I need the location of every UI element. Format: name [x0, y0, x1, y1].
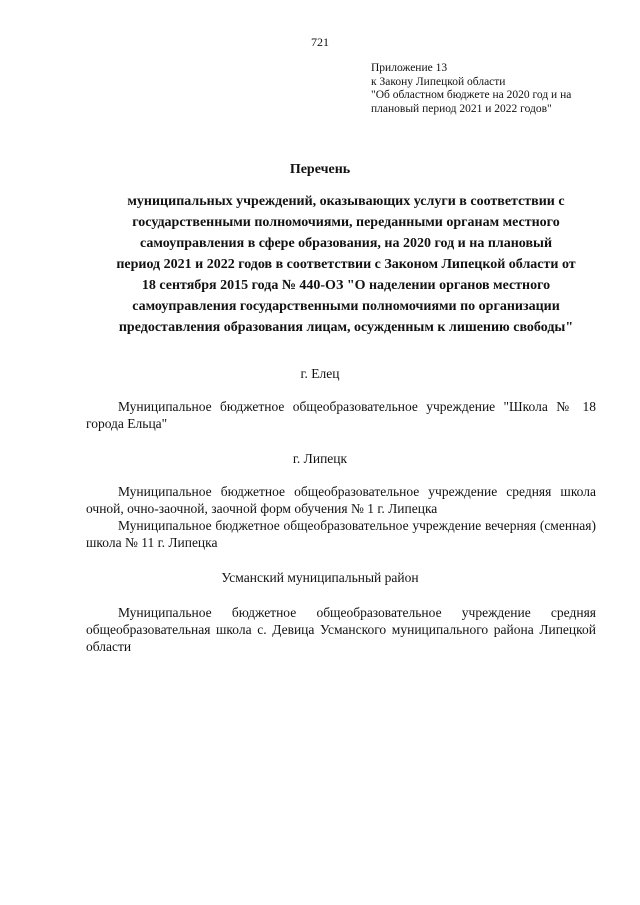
subtitle-line: самоуправления в сфере образования, на 2020 год и на плановый [139, 236, 553, 251]
document-subtitle [86, 191, 606, 338]
appendix-line: Приложение 13 [371, 62, 448, 74]
page-number: 721 [311, 35, 329, 49]
section-heading-lipetsk: г. Липецк [292, 451, 348, 466]
section-heading-elets: г. Елец [300, 366, 340, 381]
subtitle-line: муниципальных учреждений, оказывающих услуги в соответствии с [127, 194, 565, 209]
institution-entry: Муниципальное бюджетное общеобразовательное учреждение средняя общеобразовательная школа с. Девица Усманского муниципального района Липецкой области [86, 605, 596, 654]
appendix-block [371, 62, 611, 116]
appendix-line: плановый период 2021 и 2022 годов" [371, 102, 552, 115]
document-title: Перечень [289, 162, 351, 177]
appendix-line: к Закону Липецкой области [371, 75, 506, 88]
institution-entry: Муниципальное бюджетное общеобразовательное учреждение средняя школа очной, очно-заочной, заочной форм обучения № 1 г. Липецка [86, 484, 596, 516]
subtitle-line: государственными полномочиями, переданными органам местного [132, 215, 560, 230]
section-heading-usman-district: Усманский муниципальный район [221, 570, 419, 585]
institution-entry: Муниципальное бюджетное общеобразовательное учреждение "Школа № 18 города Ельца" [86, 399, 596, 431]
subtitle-line: предоставления образования лицам, осужденным к лишению свободы" [118, 320, 574, 335]
subtitle-line: период 2021 и 2022 годов в соответствии с Законом Липецкой области от [116, 257, 576, 272]
appendix-line: "Об областном бюджете на 2020 год и на [371, 89, 572, 101]
subtitle-line: самоуправления государственными полномочиями по организации [132, 299, 560, 314]
institution-entry: Муниципальное бюджетное общеобразовательное учреждение вечерняя (сменная) школа № 11 г. Липецка [86, 518, 596, 550]
subtitle-line: 18 сентября 2015 года № 440-ОЗ "О наделении органов местного [141, 278, 551, 293]
